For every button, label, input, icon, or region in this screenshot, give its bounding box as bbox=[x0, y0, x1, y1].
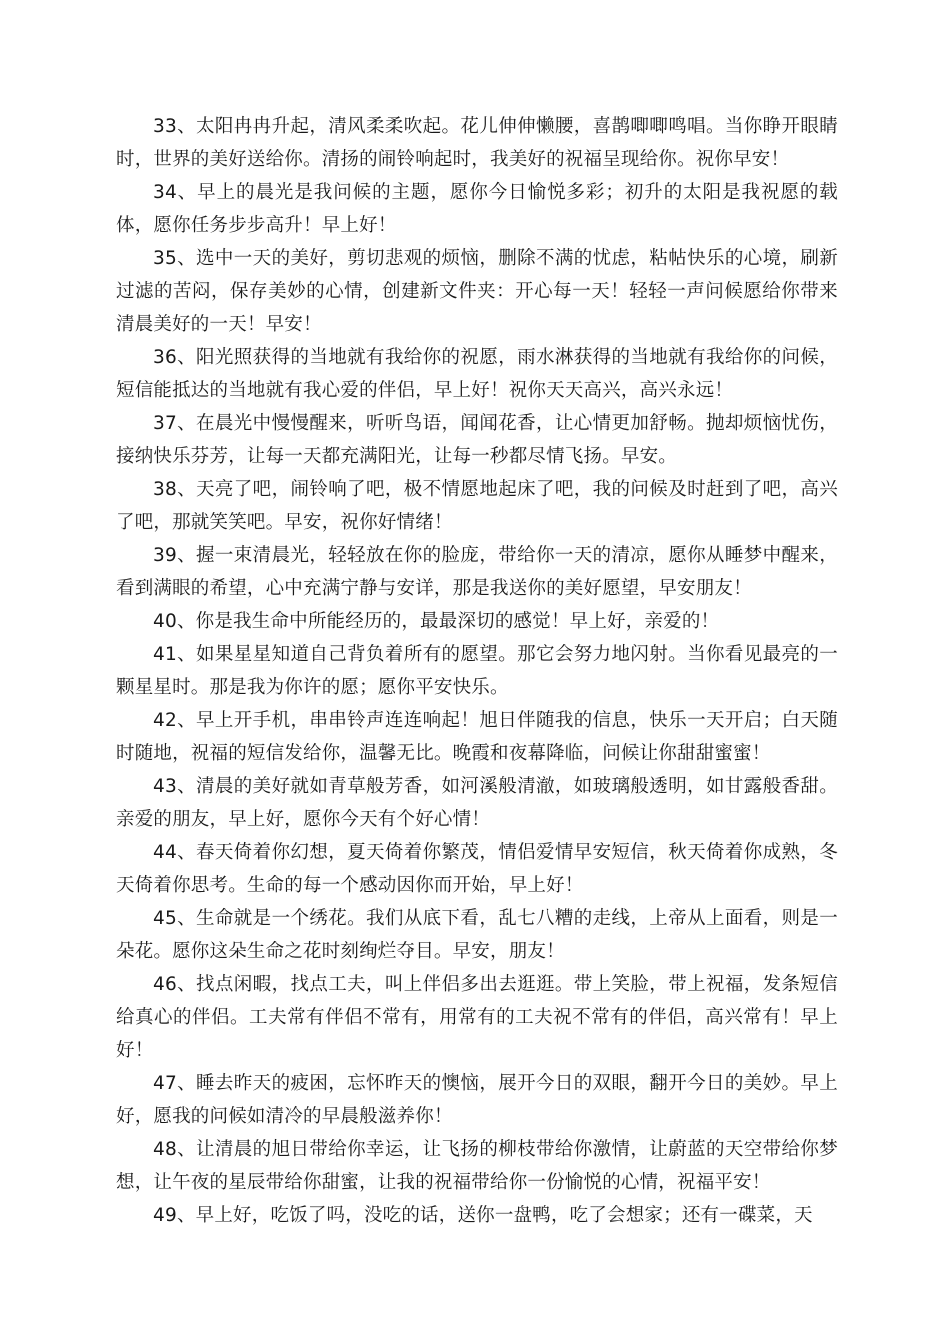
paragraph-44: 44、春天倚着你幻想，夏天倚着你繁茂，情侣爱情早安短信，秋天倚着你成熟，冬天倚着你思考。生命的每一个感动因你而开始，早上好！ bbox=[116, 842, 838, 896]
document-body bbox=[116, 110, 838, 1232]
paragraph-46: 46、找点闲暇，找点工夫，叫上伴侣多出去逛逛。带上笑脸，带上祝福，发条短信给真心的伴侣。工夫常有伴侣不常有，用常有的工夫祝不常有的伴侣，高兴常有！早上好！ bbox=[116, 974, 838, 1061]
paragraph-43: 43、清晨的美好就如青草般芳香，如河溪般清澈，如玻璃般透明，如甘露般香甜。亲爱的朋友，早上好，愿你今天有个好心情！ bbox=[116, 776, 838, 830]
paragraph-49: 49、早上好，吃饭了吗，没吃的话，送你一盘鸭，吃了会想家；还有一碟菜，天 bbox=[153, 1205, 813, 1226]
paragraph-38: 38、天亮了吧，闹铃响了吧，极不情愿地起床了吧，我的问候及时赶到了吧，高兴了吧，那就笑笑吧。早安，祝你好情绪！ bbox=[116, 479, 838, 533]
paragraph-40: 40、你是我生命中所能经历的，最最深切的感觉！早上好，亲爱的！ bbox=[153, 611, 720, 632]
paragraph-39: 39、握一束清晨光，轻轻放在你的脸庞，带给你一天的清凉，愿你从睡梦中醒来，看到满眼的希望，心中充满宁静与安详，那是我送你的美好愿望，早安朋友！ bbox=[116, 545, 838, 599]
paragraph-41: 41、如果星星知道自己背负着所有的愿望。那它会努力地闪射。当你看见最亮的一颗星星时。那是我为你许的愿；愿你平安快乐。 bbox=[116, 644, 838, 698]
paragraph-34: 34、早上的晨光是我问候的主题，愿你今日愉悦多彩；初升的太阳是我祝愿的载体，愿你任务步步高升！早上好！ bbox=[116, 182, 838, 236]
paragraph-37: 37、在晨光中慢慢醒来，听听鸟语，闻闻花香，让心情更加舒畅。抛却烦恼忧伤，接纳快乐芬芳，让每一天都充满阳光，让每一秒都尽情飞扬。早安。 bbox=[116, 413, 838, 467]
paragraph-45: 45、生命就是一个绣花。我们从底下看，乱七八糟的走线，上帝从上面看，则是一朵花。愿你这朵生命之花时刻绚烂夺目。早安，朋友！ bbox=[116, 908, 838, 962]
paragraph-35: 35、选中一天的美好，剪切悲观的烦恼，删除不满的忧虑，粘帖快乐的心境，刷新过滤的苦闷，保存美妙的心情，创建新文件夹：开心每一天！轻轻一声问候愿给你带来清晨美好的一天！早安！ bbox=[116, 248, 838, 335]
paragraph-36: 36、阳光照获得的当地就有我给你的祝愿，雨水淋获得的当地就有我给你的问候，短信能抵达的当地就有我心爱的伴侣，早上好！祝你天天高兴，高兴永远！ bbox=[116, 347, 838, 401]
paragraph-42: 42、早上开手机，串串铃声连连响起！旭日伴随我的信息，快乐一天开启；白天随时随地，祝福的短信发给你，温馨无比。晚霞和夜幕降临，问候让你甜甜蜜蜜！ bbox=[116, 710, 838, 764]
paragraph-47: 47、睡去昨天的疲困，忘怀昨天的懊恼，展开今日的双眼，翻开今日的美妙。早上好，愿我的问候如清冷的早晨般滋养你！ bbox=[116, 1073, 838, 1127]
paragraph-48: 48、让清晨的旭日带给你幸运，让飞扬的柳枝带给你激情，让蔚蓝的天空带给你梦想，让午夜的星辰带给你甜蜜，让我的祝福带给你一份愉悦的心情，祝福平安！ bbox=[116, 1139, 838, 1193]
paragraph-33: 33、太阳冉冉升起，清风柔柔吹起。花儿伸伸懒腰，喜鹊唧唧鸣唱。当你睁开眼睛时，世界的美好送给你。清扬的闹铃响起时，我美好的祝福呈现给你。祝你早安！ bbox=[116, 116, 838, 170]
